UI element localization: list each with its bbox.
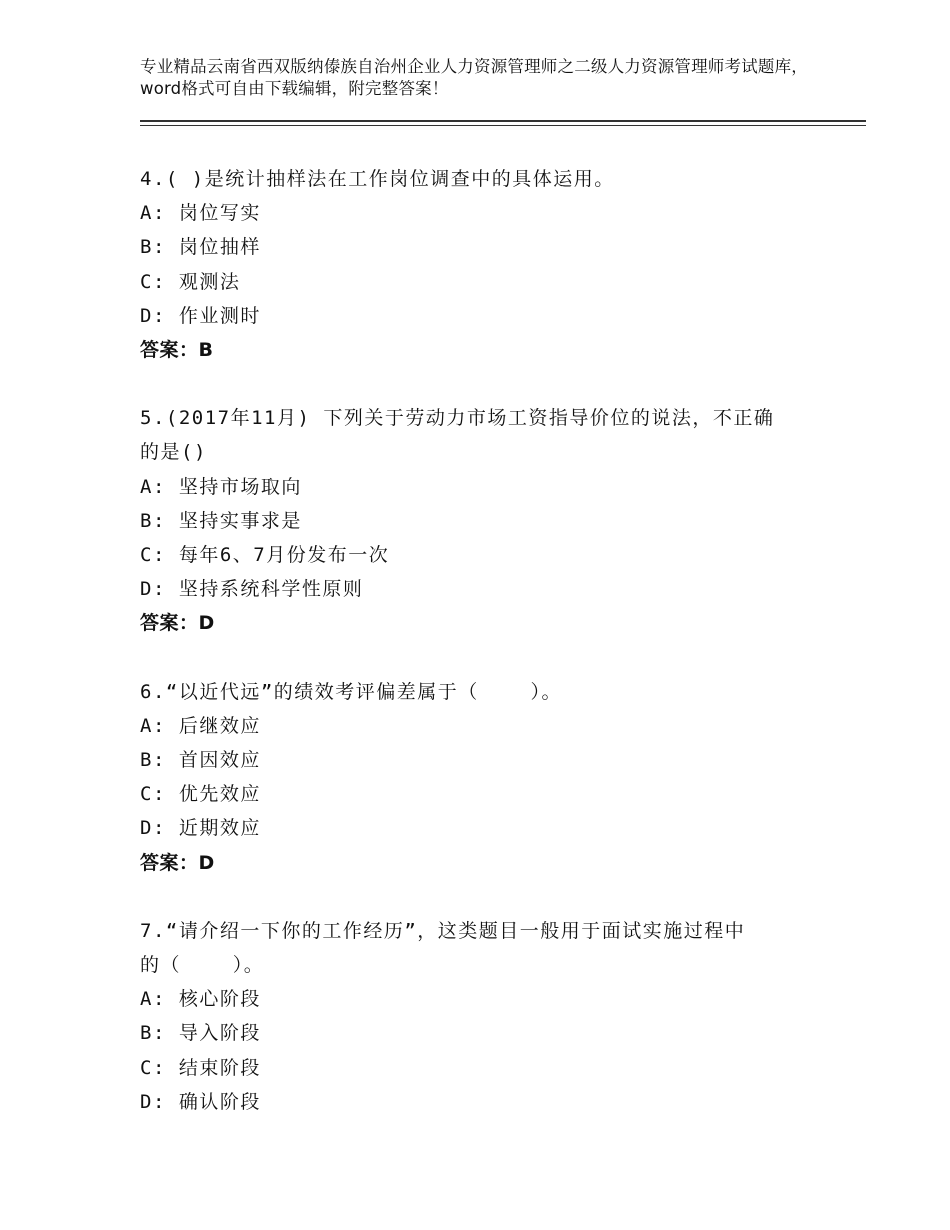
question-7 [140,914,820,1119]
option-a: A: 坚持市场取向 [140,475,302,498]
option-d: D: 近期效应 [140,817,261,840]
option-a: A: 岗位写实 [140,202,261,225]
question-stem-continued: 的是() [140,441,207,464]
option-b: B: 首因效应 [140,749,261,772]
answer: 答案：D [140,612,215,635]
question-list [140,162,820,1153]
header-rule-thin [140,125,866,126]
option-a: A: 核心阶段 [140,988,261,1011]
option-a: A: 后继效应 [140,714,261,737]
question-5 [140,401,820,640]
option-c: C: 每年6、7月份发布一次 [140,544,390,567]
option-d: D: 坚持系统科学性原则 [140,578,364,601]
option-c: C: 优先效应 [140,783,261,806]
question-6 [140,675,820,880]
option-b: B: 坚持实事求是 [140,509,302,532]
header-rule-thick [140,120,866,122]
option-c: C: 结束阶段 [140,1056,261,1079]
answer: 答案：B [140,339,214,362]
question-stem-continued: 的（ ）。 [140,954,265,977]
option-b: B: 导入阶段 [140,1022,261,1045]
option-d: D: 确认阶段 [140,1090,261,1113]
option-d: D: 作业测时 [140,304,261,327]
question-stem: 6.“以近代远”的绩效考评偏差属于（ ）。 [140,680,563,703]
question-4 [140,162,820,367]
option-c: C: 观测法 [140,270,241,293]
document-header: 专业精品云南省西双版纳傣族自治州企业人力资源管理师之二级人力资源管理师考试题库，word格式可自由下载编辑，附完整答案！ [140,57,808,98]
question-stem: 4.( )是统计抽样法在工作岗位调查中的具体运用。 [140,168,615,190]
answer: 答案：D [140,851,215,874]
question-stem: 5.(2017年11月) 下列关于劳动力市场工资指导价位的说法，不正确 [140,407,775,430]
question-stem: 7.“请介绍一下你的工作经历”，这类题目一般用于面试实施过程中 [140,919,746,942]
option-b: B: 岗位抽样 [140,236,261,259]
